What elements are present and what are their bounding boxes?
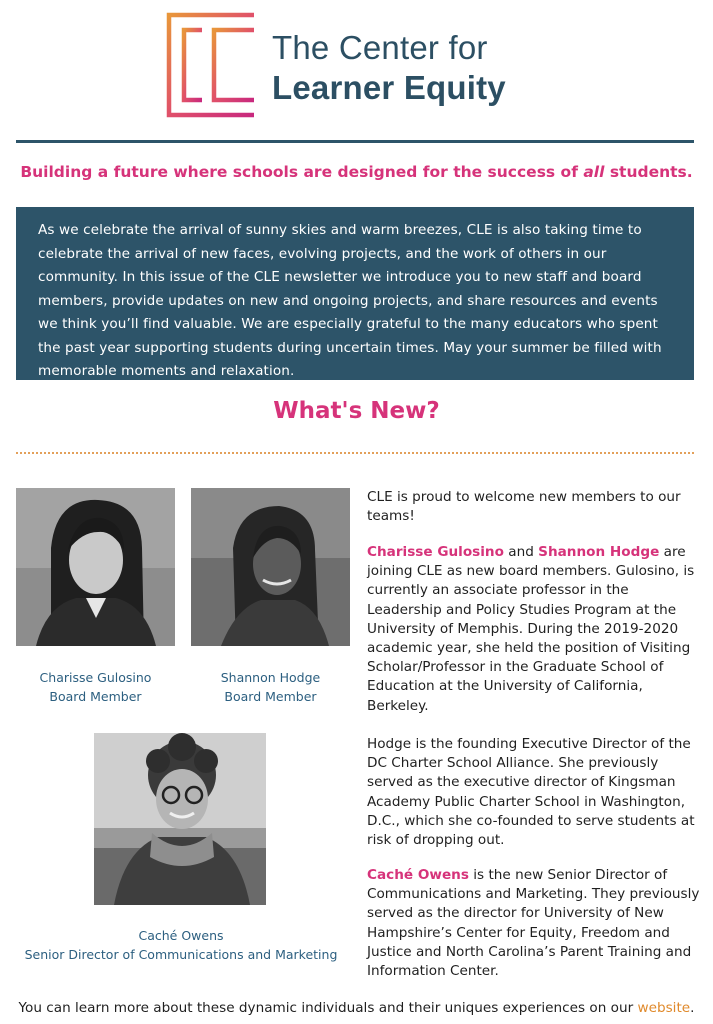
website-link[interactable]: website bbox=[637, 1000, 691, 1016]
caption-role: Senior Director of Communications and Marketing bbox=[24, 947, 338, 962]
logo-line-2: Learner Equity bbox=[272, 69, 506, 106]
section-title-whats-new: What's New? bbox=[273, 398, 440, 424]
photo-shannon-hodge bbox=[191, 488, 350, 646]
caption-name: Charisse Gulosino bbox=[39, 670, 152, 685]
photo-cache-owens bbox=[94, 733, 266, 905]
bio-hodge: Hodge is the founding Executive Director of the DC Charter School Alliance. She previously served as the executive director of Kingsman Academy Public Charter School in Washington, D.C., which she co-founded to serve students at risk of dropping out. bbox=[367, 736, 695, 849]
header-divider bbox=[16, 140, 694, 143]
cle-logo-icon bbox=[166, 12, 258, 118]
caption-role: Board Member bbox=[224, 689, 317, 704]
newsletter-header bbox=[0, 0, 713, 140]
intro-text: As we celebrate the arrival of sunny skies and warm breezes, CLE is also taking time to celebrate the arrival of new faces, evolving projects, and the work of others in our community. In this issue of the CLE newsletter we introduce you to new staff and board members, provide updates on new and ongoing projects, and share resources and events we think you’ll find valuable. We are especially grateful to the many educators who spent the past year supporting students during uncertain times. May your summer be filled with memorable moments and relaxation. bbox=[38, 222, 662, 379]
caption-name: Caché Owens bbox=[138, 928, 224, 943]
tagline: Building a future where schools are designed for the success of all students. bbox=[20, 163, 693, 181]
caption-cache-owens bbox=[16, 926, 346, 964]
name-link-cache-owens[interactable]: Caché Owens bbox=[367, 867, 469, 883]
caption-shannon-hodge bbox=[191, 668, 350, 706]
name-link-shannon-hodge[interactable]: Shannon Hodge bbox=[538, 544, 660, 560]
name-link-charisse-gulosino[interactable]: Charisse Gulosino bbox=[367, 544, 504, 560]
caption-name: Shannon Hodge bbox=[220, 670, 321, 685]
logo-line-1: The Center for bbox=[272, 29, 488, 66]
bio-board-members: Charisse Gulosino and Shannon Hodge are joining CLE as new board members. Gulosino, is currently an associate professor in the Leadership and Policy Studies Program at the University of Memphis. During the 2019-2020 academic year, she held the position of Visiting Scholar/Professor in the Graduate School of Education at the University of California, Berkeley. bbox=[367, 544, 695, 714]
photo-charisse-gulosino bbox=[16, 488, 175, 646]
tagline-emphasis: all bbox=[583, 163, 605, 181]
logo-wordmark bbox=[272, 28, 506, 108]
bio-intro: CLE is proud to welcome new members to our teams! bbox=[367, 489, 681, 525]
intro-box bbox=[16, 207, 694, 380]
footer-note: You can learn more about these dynamic individuals and their uniques experiences on our website. bbox=[18, 1000, 695, 1016]
caption-charisse-gulosino bbox=[16, 668, 175, 706]
bio-owens: Caché Owens is the new Senior Director of Communications and Marketing. They previously served as the director for University of New Hampshire’s Center for Equity, Freedom and Justice and North Carolina’s Parent Training and Information Center. bbox=[367, 867, 700, 980]
caption-role: Board Member bbox=[49, 689, 142, 704]
dotted-divider bbox=[16, 452, 694, 454]
